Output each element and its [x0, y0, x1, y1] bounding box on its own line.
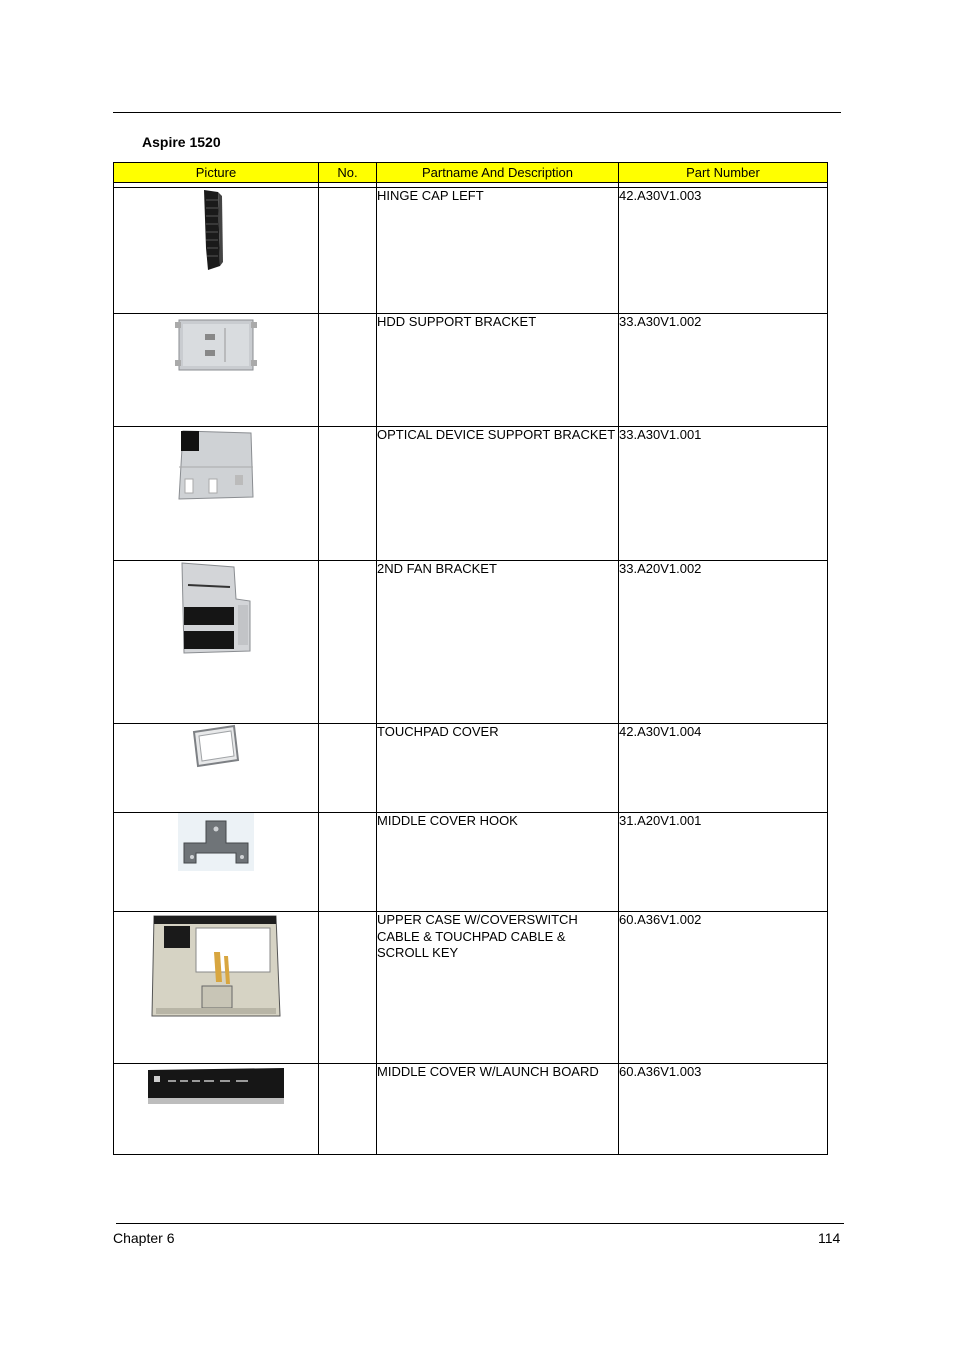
optical-device-support-bracket-photo [175, 427, 257, 503]
description-cell: MIDDLE COVER W/LAUNCH BOARD [377, 1064, 619, 1155]
footer-rule [116, 1223, 844, 1224]
number-cell [319, 912, 377, 1064]
part-number-cell: 33.A20V1.002 [619, 561, 828, 724]
table-row [114, 912, 828, 1064]
number-cell [319, 1064, 377, 1155]
header-rule [113, 112, 841, 113]
model-title: Aspire 1520 [142, 134, 221, 150]
part-number-cell: 42.A30V1.003 [619, 188, 828, 314]
picture-cell [114, 1064, 319, 1155]
picture-cell [114, 724, 319, 813]
table-row [114, 427, 828, 561]
upper-case-photo [150, 912, 282, 1020]
hdd-support-bracket-photo [175, 314, 257, 376]
description-cell: HDD SUPPORT BRACKET [377, 314, 619, 427]
middle-cover-hook-photo [178, 813, 254, 871]
footer-page-number: 114 [818, 1230, 841, 1246]
column-header-no: No. [319, 163, 377, 183]
picture-cell [114, 813, 319, 912]
table-row [114, 813, 828, 912]
table-row [114, 188, 828, 314]
part-number-cell: 33.A30V1.002 [619, 314, 828, 427]
picture-cell [114, 188, 319, 314]
description-cell: TOUCHPAD COVER [377, 724, 619, 813]
picture-cell [114, 912, 319, 1064]
hinge-cap-left-photo [196, 188, 236, 272]
fan-bracket-photo [176, 561, 256, 657]
description-cell: HINGE CAP LEFT [377, 188, 619, 314]
column-header-part-number: Part Number [619, 163, 828, 183]
parts-table [113, 162, 828, 1155]
picture-cell [114, 561, 319, 724]
column-header-picture: Picture [114, 163, 319, 183]
part-number-cell: 31.A20V1.001 [619, 813, 828, 912]
number-cell [319, 427, 377, 561]
footer-chapter: Chapter 6 [113, 1230, 175, 1246]
description-cell: MIDDLE COVER HOOK [377, 813, 619, 912]
part-number-cell: 33.A30V1.001 [619, 427, 828, 561]
number-cell [319, 561, 377, 724]
part-number-cell: 42.A30V1.004 [619, 724, 828, 813]
table-row [114, 724, 828, 813]
description-cell: UPPER CASE W/COVERSWITCH CABLE & TOUCHPAD CABLE & SCROLL KEY [377, 912, 619, 1064]
table-header-row [114, 163, 828, 183]
touchpad-cover-photo [190, 724, 242, 770]
number-cell [319, 813, 377, 912]
part-number-cell: 60.A36V1.003 [619, 1064, 828, 1155]
picture-cell [114, 314, 319, 427]
middle-cover-photo [146, 1064, 286, 1108]
description-cell: 2ND FAN BRACKET [377, 561, 619, 724]
description-cell: OPTICAL DEVICE SUPPORT BRACKET [377, 427, 619, 561]
part-number-cell: 60.A36V1.002 [619, 912, 828, 1064]
number-cell [319, 314, 377, 427]
number-cell [319, 724, 377, 813]
number-cell [319, 188, 377, 314]
picture-cell [114, 427, 319, 561]
table-row [114, 1064, 828, 1155]
column-header-description: Partname And Description [377, 163, 619, 183]
table-row [114, 561, 828, 724]
table-row [114, 314, 828, 427]
